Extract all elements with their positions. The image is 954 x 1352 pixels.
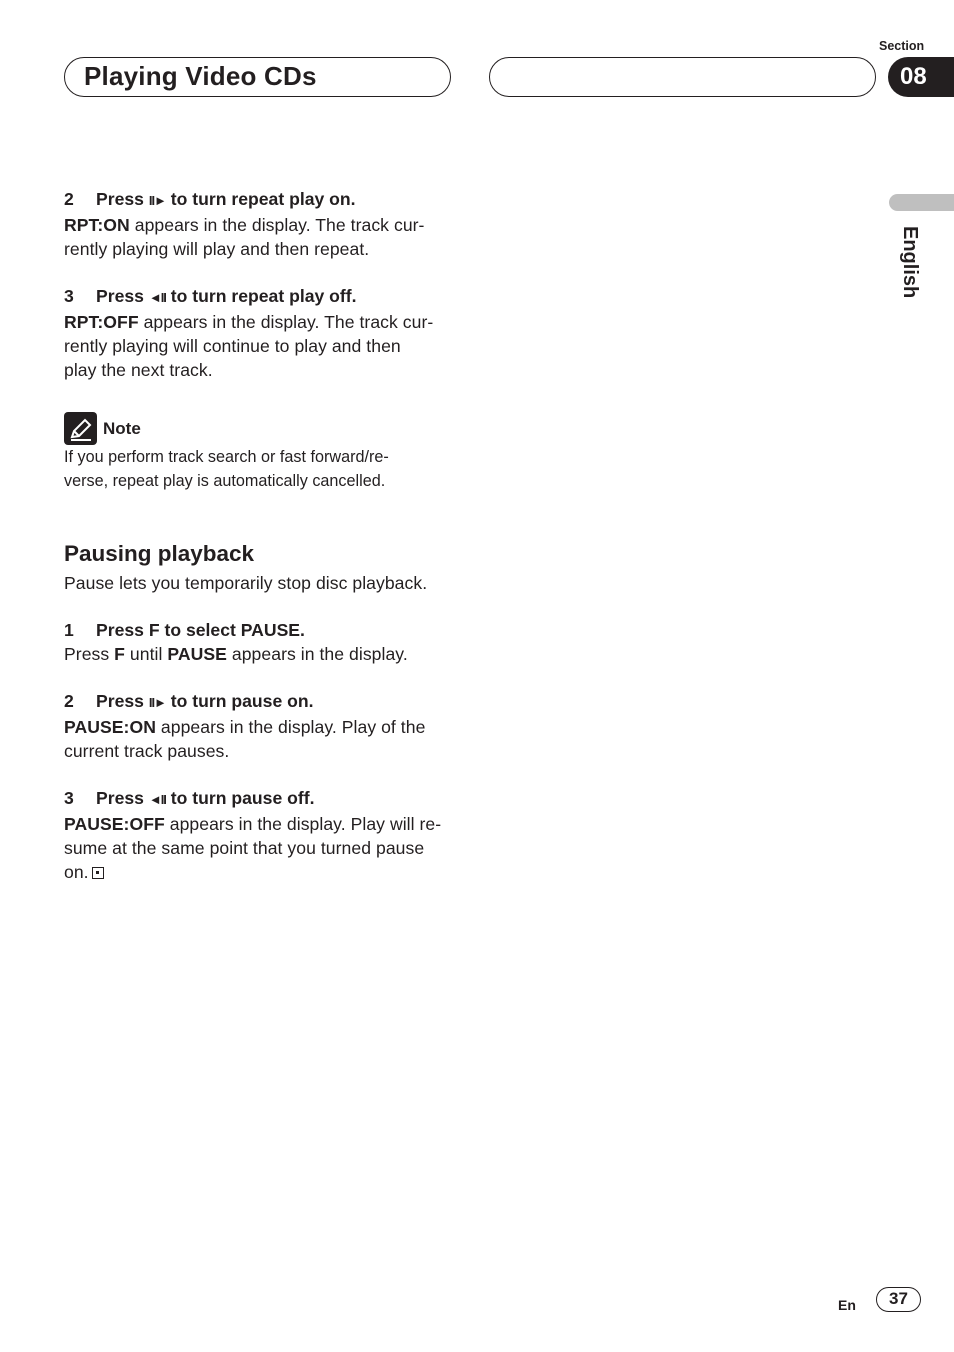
section-label: Section [879, 39, 925, 53]
step-heading: 2 Press II► to turn repeat play on. [64, 189, 356, 209]
note-header [64, 412, 456, 445]
reverse-pause-icon: ◄II [148, 290, 166, 305]
pencil-note-icon [64, 412, 97, 445]
step-heading: 3 Press ◄II to turn pause off. [64, 788, 315, 808]
section-number-tab: 08 [888, 57, 954, 97]
step-body: PAUSE:OFF appears in the display. Play will re- sume at the same point that you turned pause on. [64, 814, 442, 882]
chapter-title: Playing Video CDs [84, 61, 317, 91]
header-empty-box [489, 57, 876, 97]
reverse-pause-icon: ◄II [148, 792, 166, 807]
step-body: RPT:ON appears in the display. The track cur- rently playing will play and then repeat. [64, 215, 425, 259]
chapter-title-box [64, 57, 451, 97]
language-tab-bar [889, 194, 954, 211]
step-heading: 1 Press F to select PAUSE. [64, 620, 305, 640]
end-of-section-icon [92, 867, 104, 879]
step-body: RPT:OFF appears in the display. The track cur- rently playing will continue to play and then play the next track. [64, 312, 434, 380]
page-number: 37 [876, 1287, 921, 1312]
section-heading: Pausing playback [64, 541, 255, 566]
main-column [64, 187, 456, 884]
step-body: Press F until PAUSE appears in the display. [64, 644, 408, 664]
play-pause-icon: II► [148, 193, 166, 208]
note-text: If you perform track search or fast forward/re- verse, repeat play is automatically cancelled. [64, 448, 389, 490]
step-heading: 2 Press II► to turn pause on. [64, 691, 314, 711]
language-label: English [899, 226, 921, 299]
step-heading: 3 Press ◄II to turn repeat play off. [64, 286, 357, 306]
note-title: Note [103, 418, 141, 438]
step-body: PAUSE:ON appears in the display. Play of the current track pauses. [64, 717, 426, 761]
footer-language-code: En [838, 1297, 856, 1313]
play-pause-icon: II► [148, 695, 166, 710]
section-intro: Pause lets you temporarily stop disc playback. [64, 573, 428, 593]
